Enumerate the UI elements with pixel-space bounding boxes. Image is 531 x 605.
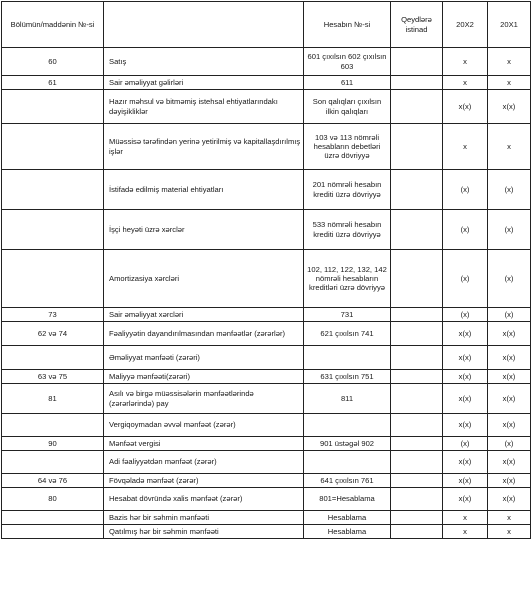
section-number-cell — [2, 346, 104, 370]
account-cell: 801=Hesablama — [304, 488, 391, 511]
value-20x1-cell: x — [488, 511, 531, 525]
item-name-cell: Fəaliyyətin dayandırılmasından mənfəətlər (zərərlər) — [104, 322, 304, 346]
section-number-cell: 81 — [2, 384, 104, 414]
item-name-cell: Adi fəaliyyətdən mənfəət (zərər) — [104, 451, 304, 474]
value-20x2-cell: (x) — [443, 437, 488, 451]
notes-cell — [391, 48, 443, 76]
header-year-20x2: 20X2 — [443, 2, 488, 48]
header-year-20x1: 20X1 — [488, 2, 531, 48]
account-cell: Hesablama — [304, 525, 391, 539]
table-row — [2, 474, 531, 488]
table-row — [2, 76, 531, 90]
value-20x1-cell: x(x) — [488, 370, 531, 384]
notes-cell — [391, 511, 443, 525]
section-number-cell: 80 — [2, 488, 104, 511]
section-number-cell: 62 və 74 — [2, 322, 104, 346]
section-number-cell — [2, 90, 104, 124]
value-20x2-cell: x — [443, 511, 488, 525]
item-name-cell: İşçi heyəti üzrə xərclər — [104, 210, 304, 250]
value-20x2-cell: x(x) — [443, 474, 488, 488]
value-20x2-cell: x(x) — [443, 90, 488, 124]
section-number-cell — [2, 210, 104, 250]
table-row — [2, 170, 531, 210]
value-20x1-cell: x(x) — [488, 488, 531, 511]
header-account-number: Hesabın №-si — [304, 2, 391, 48]
section-number-cell: 60 — [2, 48, 104, 76]
section-number-cell: 63 və 75 — [2, 370, 104, 384]
table-row — [2, 346, 531, 370]
value-20x2-cell: x — [443, 76, 488, 90]
value-20x2-cell: (x) — [443, 308, 488, 322]
notes-cell — [391, 76, 443, 90]
account-cell: 201 nömrəli hesabın krediti üzrə dövriyyə — [304, 170, 391, 210]
account-cell: 533 nömrəli hesabın krediti üzrə dövriyyə — [304, 210, 391, 250]
value-20x1-cell: (x) — [488, 250, 531, 308]
value-20x1-cell: x(x) — [488, 451, 531, 474]
table-row — [2, 511, 531, 525]
section-number-cell — [2, 250, 104, 308]
value-20x2-cell: x(x) — [443, 322, 488, 346]
value-20x2-cell: (x) — [443, 170, 488, 210]
value-20x1-cell: x(x) — [488, 322, 531, 346]
notes-cell — [391, 437, 443, 451]
item-name-cell: Vergiqoymadan əvvəl mənfəət (zərər) — [104, 414, 304, 437]
account-cell: 601 çıxılsın 602 çıxılsın 603 — [304, 48, 391, 76]
section-number-cell: 90 — [2, 437, 104, 451]
account-cell: 102, 112, 122, 132, 142 nömrəli hesabların kreditləri üzrə dövriyyə — [304, 250, 391, 308]
notes-cell — [391, 322, 443, 346]
section-number-cell: 73 — [2, 308, 104, 322]
notes-cell — [391, 370, 443, 384]
section-number-cell: 64 və 76 — [2, 474, 104, 488]
value-20x2-cell: x — [443, 525, 488, 539]
value-20x2-cell: x(x) — [443, 370, 488, 384]
item-name-cell: Müəssisə tərəfindən yerinə yetirilmiş və kapitallaşdırılmış işlər — [104, 124, 304, 170]
table-row — [2, 250, 531, 308]
notes-cell — [391, 308, 443, 322]
value-20x1-cell: (x) — [488, 170, 531, 210]
item-name-cell: Fövqəladə mənfəət (zərər) — [104, 474, 304, 488]
report-container — [1, 1, 531, 539]
table-row — [2, 124, 531, 170]
value-20x1-cell: (x) — [488, 308, 531, 322]
table-row — [2, 322, 531, 346]
value-20x1-cell: x(x) — [488, 414, 531, 437]
table-row — [2, 384, 531, 414]
value-20x1-cell: x — [488, 76, 531, 90]
account-cell: 731 — [304, 308, 391, 322]
income-statement-table — [1, 1, 531, 539]
value-20x1-cell: (x) — [488, 437, 531, 451]
table-row — [2, 210, 531, 250]
section-number-cell — [2, 170, 104, 210]
value-20x2-cell: x — [443, 48, 488, 76]
value-20x1-cell: x(x) — [488, 346, 531, 370]
value-20x2-cell: x(x) — [443, 414, 488, 437]
notes-cell — [391, 90, 443, 124]
table-row — [2, 451, 531, 474]
value-20x2-cell: (x) — [443, 250, 488, 308]
item-name-cell: Maliyyə mənfəəti(zərəri) — [104, 370, 304, 384]
section-number-cell — [2, 414, 104, 437]
notes-cell — [391, 451, 443, 474]
table-row — [2, 488, 531, 511]
account-cell: 621 çıxılsın 741 — [304, 322, 391, 346]
value-20x1-cell: (x) — [488, 210, 531, 250]
account-cell: 103 və 113 nömrəli hesabların debetləri üzrə dövriyyə — [304, 124, 391, 170]
notes-cell — [391, 384, 443, 414]
table-row — [2, 437, 531, 451]
section-number-cell — [2, 511, 104, 525]
value-20x2-cell: x(x) — [443, 384, 488, 414]
table-body — [2, 48, 531, 539]
notes-cell — [391, 250, 443, 308]
value-20x1-cell: x — [488, 48, 531, 76]
notes-cell — [391, 488, 443, 511]
item-name-cell: Əməliyyat mənfəəti (zərəri) — [104, 346, 304, 370]
item-name-cell: Satış — [104, 48, 304, 76]
section-number-cell — [2, 451, 104, 474]
value-20x1-cell: x — [488, 525, 531, 539]
header-row — [2, 2, 531, 48]
notes-cell — [391, 474, 443, 488]
item-name-cell: Hazır məhsul və bitməmiş istehsal ehtiyatlarındakı dəyişikliklər — [104, 90, 304, 124]
value-20x2-cell: x — [443, 124, 488, 170]
item-name-cell: Mənfəət vergisi — [104, 437, 304, 451]
value-20x2-cell: x(x) — [443, 451, 488, 474]
item-name-cell: Qatılmış hər bir səhmin mənfəəti — [104, 525, 304, 539]
item-name-cell: Amortizasiya xərcləri — [104, 250, 304, 308]
notes-cell — [391, 170, 443, 210]
account-cell: 641 çıxılsın 761 — [304, 474, 391, 488]
notes-cell — [391, 414, 443, 437]
account-cell: 611 — [304, 76, 391, 90]
notes-cell — [391, 525, 443, 539]
table-row — [2, 90, 531, 124]
value-20x2-cell: x(x) — [443, 346, 488, 370]
header-notes-reference: Qeydlərə istinad — [391, 2, 443, 48]
section-number-cell — [2, 124, 104, 170]
account-cell — [304, 414, 391, 437]
notes-cell — [391, 124, 443, 170]
section-number-cell — [2, 525, 104, 539]
value-20x1-cell: x(x) — [488, 474, 531, 488]
value-20x1-cell: x — [488, 124, 531, 170]
value-20x2-cell: x(x) — [443, 488, 488, 511]
notes-cell — [391, 346, 443, 370]
item-name-cell: Sair əməliyyat gəlirləri — [104, 76, 304, 90]
table-row — [2, 525, 531, 539]
value-20x1-cell: x(x) — [488, 384, 531, 414]
account-cell: 811 — [304, 384, 391, 414]
account-cell: Son qalıqları çıxılsın ilkin qalıqları — [304, 90, 391, 124]
table-row — [2, 414, 531, 437]
item-name-cell: İstifadə edilmiş material ehtiyatları — [104, 170, 304, 210]
account-cell: 631 çıxılsın 751 — [304, 370, 391, 384]
section-number-cell: 61 — [2, 76, 104, 90]
notes-cell — [391, 210, 443, 250]
value-20x1-cell: x(x) — [488, 90, 531, 124]
account-cell — [304, 451, 391, 474]
item-name-cell: Bazis hər bir səhmin mənfəəti — [104, 511, 304, 525]
account-cell: Hesablama — [304, 511, 391, 525]
item-name-cell: Asılı və birgə müəssisələrin mənfəətlərində (zərərlərində) pay — [104, 384, 304, 414]
table-row — [2, 308, 531, 322]
item-name-cell: Hesabat dövründə xalis mənfəət (zərər) — [104, 488, 304, 511]
table-row — [2, 370, 531, 384]
item-name-cell: Sair əməliyyat xərcləri — [104, 308, 304, 322]
header-section-number: Bölümün/maddənin №-si — [2, 2, 104, 48]
header-item-name — [104, 2, 304, 48]
account-cell — [304, 346, 391, 370]
account-cell: 901 üstəgəl 902 — [304, 437, 391, 451]
table-row — [2, 48, 531, 76]
value-20x2-cell: (x) — [443, 210, 488, 250]
